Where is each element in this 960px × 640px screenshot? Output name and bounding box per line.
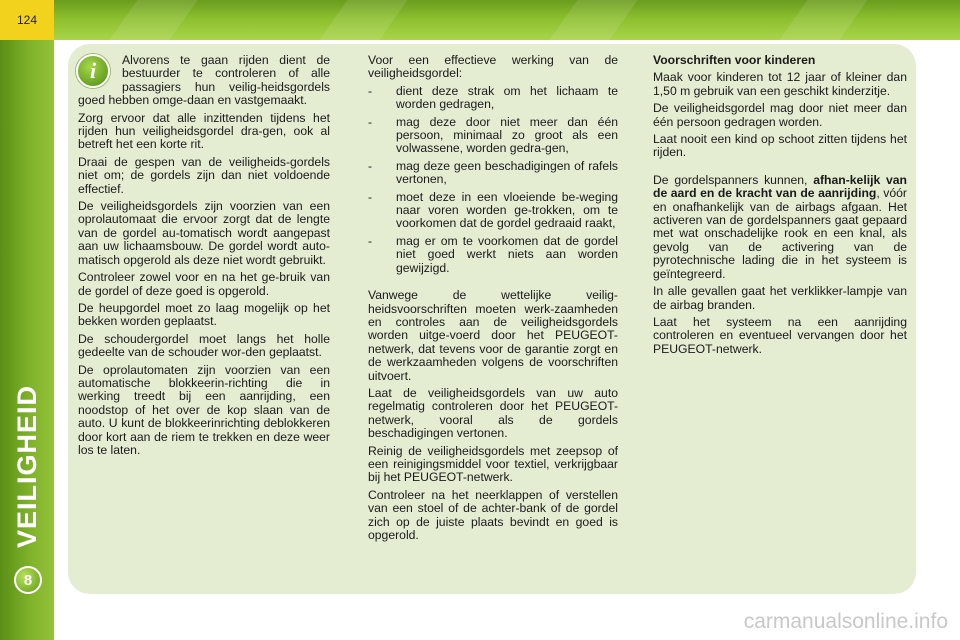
header-stripe <box>88 0 211 40</box>
paragraph: Alvorens te gaan rijden dient de bestuurder te controleren of alle passagiers hun veilig-heidsgordels goed hebben omge-daan en vastgemaakt. <box>78 53 330 108</box>
header-stripe <box>298 0 421 40</box>
bullet-dash: - <box>368 114 373 129</box>
text-run: De gordelspanners kunnen, <box>653 172 814 187</box>
paragraph: Laat de veiligheidsgordels van uw auto regelmatig controleren door het PEUGEOT-netwerk, vooral als de gordels beschadigingen vertonen. <box>368 385 618 441</box>
list-item-text: moet deze in een vloeiende be-weging naar voren worden ge-trokken, om te voorkomen dat de gordel gedraaid raakt, <box>396 189 618 231</box>
column-2 <box>368 54 618 546</box>
list-item <box>368 116 618 156</box>
column-3 <box>653 54 907 360</box>
list-item-text: mag er om te voorkomen dat de gordel niet goed werkt niets aan worden gewijzigd. <box>396 233 618 275</box>
section-title: VEILIGHEID <box>12 384 42 548</box>
bullet-dash: - <box>368 189 373 204</box>
intro-text: Voor een effectieve werking van de veiligheidsgordel: <box>368 53 618 81</box>
paragraph: De veiligheidsgordels zijn voorzien van een oprolautomaat die ervoor zorgt dat de lengte van de gordel au-tomatisch wordt aangepast aan uw lichaamsbouw. De gordel wordt auto-matisch opgerold als deze niet wordt gebruikt. <box>78 199 330 267</box>
bullet-dash: - <box>368 158 373 173</box>
list-item-text: mag deze geen beschadigingen of rafels vertonen, <box>396 158 618 187</box>
paragraph: Laat het systeem na een aanrijding controleren en eventueel vervangen door het PEUGEOT-netwerk. <box>653 314 907 356</box>
icon-spacer <box>78 54 122 94</box>
watermark: carmanualsonline.info <box>743 610 948 633</box>
paragraph: De heupgordel moet zo laag mogelijk op het bekken worden geplaatst. <box>78 300 330 329</box>
paragraph: De oprolautomaten zijn voorzien van een automatische blokkeerin-richting die in werking treedt bij een aanrijding, een noodstop of het over de kop slaan van de auto. U kunt de blokkeerinrichting deblokkeren door kort aan de riem te trekken en deze weer los te laten. <box>78 362 330 457</box>
chapter-number-badge: 8 <box>14 566 42 594</box>
paragraph: De schoudergordel moet langs het holle gedeelte van de schouder wor-den geplaatst. <box>78 331 330 360</box>
column-1 <box>78 54 330 461</box>
list-item <box>368 191 618 231</box>
paragraph: De veiligheidsgordel mag door niet meer dan één persoon gedragen worden. <box>653 101 907 129</box>
text-run: , vóór en onafhankelijk van de airbags afgaan. Het activeren van de gordelspanners gaat gepaard met wat onschadelijke rook en een knal, als gevolg van de activering van de pyrotechnische lading die in het systeem is geïntegreerd. <box>653 186 907 281</box>
paragraph: Draai de gespen van de veiligheids-gordels niet om; de gordels zijn dan niet voldoende effectief. <box>78 154 330 196</box>
paragraph: Zorg ervoor dat alle inzittenden tijdens het rijden hun veiligheidsgordel dra-gen, ook al betreft het een korte rit. <box>78 110 330 152</box>
header-stripe <box>528 0 651 40</box>
bullet-list <box>368 85 618 275</box>
paragraph: Reinig de veiligheidsgordels met zeepsop of een reinigingsmiddel voor textiel, verkrijgbaar bij het PEUGEOT-netwerk. <box>368 443 618 485</box>
sidebar-band <box>0 40 54 640</box>
list-item-text: mag deze door niet meer dan één persoon, minimaal zo groot als een volwassene, worden gedra-gen, <box>396 114 618 156</box>
paragraph: Laat nooit een kind op schoot zitten tijdens het rijden. <box>653 132 907 160</box>
list-item <box>368 85 618 112</box>
bullet-dash: - <box>368 233 373 248</box>
paragraph: Vanwege de wettelijke veilig-heidsvoorschriften moeten werk-zaamheden en controles aan de veiligheidsgordels worden uitge-voerd door het PEUGEOT-netwerk, dat tevens voor de garantie zorgt en de werkzaamheden volgens de voorschriften uitvoert. <box>368 288 618 383</box>
list-item-text: dient deze strak om het lichaam te worden gedragen, <box>396 83 618 112</box>
header-stripe <box>758 0 881 40</box>
list-item <box>368 235 618 275</box>
page-number: 124 <box>0 0 54 40</box>
list-item <box>368 160 618 187</box>
section-heading: Voorschriften voor kinderen <box>653 53 816 67</box>
paragraph: Controleer na het neerklappen of verstellen van een stoel of de achter-bank of de gordel zich op de juiste plaats bevindt en goed is opgerold. <box>368 487 618 542</box>
paragraph: Controleer zowel voor en na het ge-bruik van de gordel of deze goed is opgerold. <box>78 270 330 298</box>
info-icon: i <box>76 54 110 88</box>
bullet-dash: - <box>368 83 373 98</box>
pretensioner-paragraph <box>653 174 907 281</box>
bold-text-run: afhan-kelijk van de aard en de kracht van de aanrijding <box>653 172 908 201</box>
paragraph: Maak voor kinderen tot 12 jaar of kleiner dan 1,50 m gebruik van een geschikt kinderzitje. <box>653 70 907 98</box>
paragraph: In alle gevallen gaat het verklikker-lampje van de airbag branden. <box>653 284 907 312</box>
header-band <box>0 0 960 40</box>
